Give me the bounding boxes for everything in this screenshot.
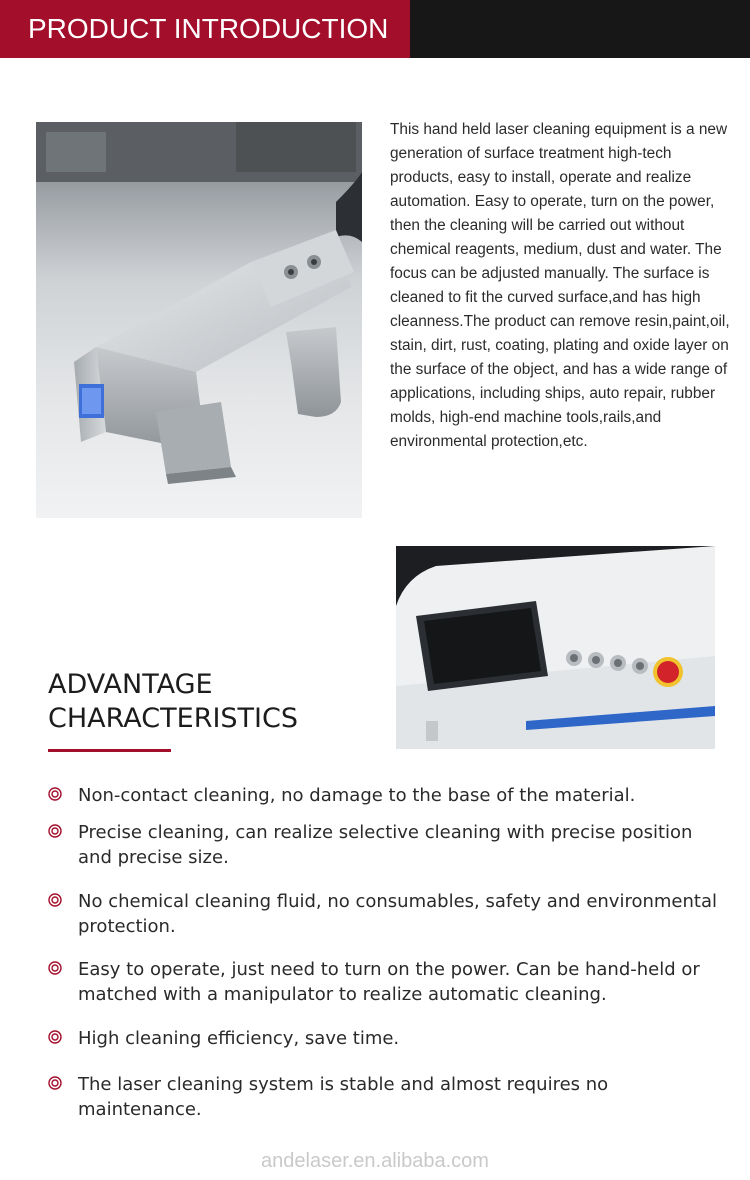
circle-bullet-icon (48, 1076, 62, 1090)
circle-bullet-icon (48, 787, 62, 801)
intro-paragraph: This hand held laser cleaning equipment is a new generation of surface treatment high-tech products, easy to install, operate and realize automation. Easy to operate, turn on the power, then the cleaning will be carried out without chemical reagents, medium, dust and water. The focus can be adjusted manually. The surface is cleaned to fit the curved surface,and has high cleanness.The product can remove resin,paint,oil, stain, dirt, rust, coating, plating and oxide layer on the surface of the object, and has a wide range of applications, including ships, auto repair, rubber molds, high-end machine tools,rails,and environmental protection,etc. (390, 121, 730, 450)
laser-gun-photo (36, 122, 362, 518)
footer-url: andelaser.en.alibaba.com (261, 1150, 489, 1172)
feature-text: Precise cleaning, can realize selective cleaning with precise position and precise size. (78, 822, 693, 868)
list-item (48, 889, 728, 939)
list-item (48, 820, 728, 870)
advantage-heading (48, 668, 298, 736)
circle-bullet-icon (48, 961, 62, 975)
feature-text: The laser cleaning system is stable and almost requires no maintenance. (78, 1074, 609, 1120)
circle-bullet-icon (48, 1030, 62, 1044)
advantage-heading-line2: CHARACTERISTICS (48, 703, 299, 734)
feature-text: Easy to operate, just need to turn on the power. Can be hand-held or matched with a manipulator to realize automatic cleaning. (78, 959, 700, 1005)
circle-bullet-icon (48, 893, 62, 907)
advantage-heading-line1: ADVANTAGE (48, 669, 213, 700)
feature-text: High cleaning efficiency, save time. (78, 1028, 400, 1049)
list-item (48, 1072, 728, 1122)
list-item (48, 783, 728, 808)
advantage-underline (48, 749, 171, 752)
list-item (48, 1026, 728, 1051)
feature-text: No chemical cleaning fluid, no consumables, safety and environmental protection. (78, 891, 717, 937)
list-item (48, 957, 728, 1007)
header-bar (0, 0, 750, 58)
page-title: PRODUCT INTRODUCTION (28, 13, 389, 44)
circle-bullet-icon (48, 824, 62, 838)
control-panel-photo (396, 546, 715, 749)
feature-text: Non-contact cleaning, no damage to the base of the material. (78, 785, 636, 806)
